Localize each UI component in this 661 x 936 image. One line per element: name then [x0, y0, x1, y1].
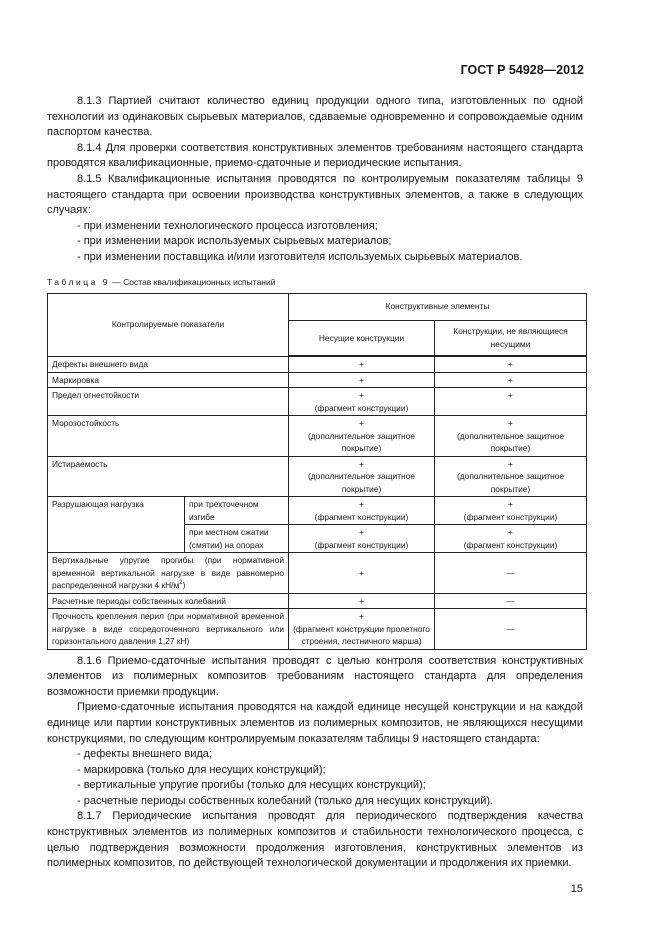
cell-note: (фрагмент конструкции) [463, 511, 558, 522]
cell-note: (дополнительное защитное покрытие) [307, 471, 415, 494]
cell-indicator: Морозостойкость [48, 416, 289, 457]
cell-col1 [289, 388, 435, 416]
cell-indicator: Предел огнестойкости [48, 388, 289, 416]
plus-mark: + [359, 611, 364, 622]
cell-col2: + [435, 372, 587, 388]
caption-text: — Состав квалификационных испытаний [109, 276, 276, 287]
plus-mark: + [508, 418, 513, 429]
cell-indicator: Прочность крепления перил (при нормативной временной нагрузке в виде сосредоточенного вертикального или горизонтального давления 1,27 кН) [48, 609, 289, 650]
paragraph: Приемо-сдаточные испытания проводятся на каждой единице несущей конструкции и на каждой единице или партии конструктивных элементов из полимерных композитов, не являющихся несущими конструкциями, по следующим контролируемым показателям таблицы 9 настоящего стандарта: [47, 701, 583, 745]
plus-mark: + [359, 418, 364, 429]
cell-col1 [289, 609, 435, 650]
paragraph: 8.1.6 Приемо-сдаточные испытания проводят с целью контроля соответствия конструктивных элементов из полимерных композитов требованиям настоящего стандарта для определения возможности приемки продукции. [47, 654, 583, 698]
cell-col2: — [435, 553, 587, 594]
table-9 [47, 293, 587, 650]
cell-indicator [48, 553, 289, 594]
header-col2: Конструкции, не являющиеся несущими [435, 320, 587, 356]
section-8-1-3-to-8-1-5 [47, 94, 583, 266]
document-header: ГОСТ Р 54928—2012 [460, 63, 584, 77]
list-item: - дефекты внешнего вида; [77, 748, 212, 761]
plus-mark: + [359, 499, 364, 510]
cell-col2 [435, 456, 587, 497]
indicator-tail: ) [182, 580, 186, 591]
cell-indicator: Дефекты внешнего вида [48, 356, 289, 372]
cell-note: (фрагмент конструкции) [314, 539, 409, 550]
header-col1: Несущие конструкции [289, 320, 435, 356]
paragraph: 8.1.4 Для проверки соответствия конструктивных элементов требованиям настоящего стандарта проводятся квалификационные, приемо-сдаточные и периодические испытания. [47, 141, 583, 170]
list-item: - маркировка (только для несущих конструкций); [77, 763, 326, 776]
cell-col2 [435, 525, 587, 553]
cell-subindicator: при местном сжатии (смятии) на опорах [185, 525, 289, 553]
cell-note: (фрагмент конструкции пролетного строения, лестничного марша) [293, 623, 430, 647]
cell-note: (дополнительное защитное покрытие) [457, 471, 565, 494]
plus-mark: + [359, 527, 364, 538]
paragraph: 8.1.5 Квалификационные испытания проводятся по контролируемым показателям таблицы 9 настоящего стандарта при освоении производства конструктивных элементов, а также в следующих случаях: [47, 172, 583, 217]
cell-col1 [289, 525, 435, 553]
table-row [48, 609, 587, 650]
table-row [48, 593, 587, 609]
cell-note: (дополнительное защитное покрытие) [457, 430, 565, 454]
plus-mark: + [508, 527, 513, 538]
cell-subindicator: при трехточечном изгибе [185, 497, 289, 525]
cell-note: (фрагмент конструкции) [314, 402, 409, 413]
table-row [48, 388, 587, 416]
section-8-1-6-8-1-7 [47, 654, 583, 872]
plus-mark: + [508, 458, 513, 469]
plus-mark: + [508, 499, 513, 510]
cell-col1: + [289, 553, 435, 594]
paragraph: 8.1.3 Партией считают количество единиц продукции одного типа, изготовленных по одной технологии из одинаковых сырьевых материалов, сдаваемые одновременно и сопровождаемые одним паспортом качества. [47, 95, 583, 139]
cell-note: (дополнительное защитное покрытие) [307, 430, 415, 454]
cell-col1: + [289, 593, 435, 609]
table-row [48, 372, 587, 388]
superscript: 2 [179, 580, 183, 587]
cell-col1 [289, 416, 435, 457]
cell-col1: + [289, 356, 435, 372]
table-row [48, 553, 587, 594]
list-item: - вертикальные упругие прогибы (только для несущих конструкций); [77, 779, 426, 792]
list-item: - расчетные периоды собственных колебаний (только для несущих конструкций). [77, 794, 494, 807]
cell-col1 [289, 497, 435, 525]
cell-col2 [435, 416, 587, 457]
cell-indicator: Разрушающая нагрузка [48, 497, 185, 553]
list-item: - при изменении поставщика и/или изготовителя используемых сырьевых материалов. [77, 250, 523, 263]
cell-indicator: Маркировка [48, 372, 289, 388]
cell-col1 [289, 456, 435, 497]
paragraph: 8.1.7 Периодические испытания проводят для периодического подтверждения качества конструктивных элементов из полимерных композитов и стабильности технологического процесса, с целью подтверждения возможности продолжения изготовления, конструктивных элементов из полимерных композитов, по действующей технологической документации и продолжения их приемки. [47, 810, 583, 870]
cell-indicator: Расчетные периоды собственных колебаний [48, 593, 289, 609]
table-caption [47, 276, 584, 288]
table-row [48, 356, 587, 372]
cell-col1: + [289, 372, 435, 388]
cell-note: (фрагмент конструкции) [463, 539, 558, 550]
list-item: - при изменении марок используемых сырьевых материалов; [77, 235, 392, 248]
plus-mark: + [359, 458, 364, 469]
cell-note: (фрагмент конструкции) [314, 511, 409, 522]
table-row [48, 456, 587, 497]
caption-label: Таблица 9 [47, 276, 110, 287]
cell-col2: + [435, 388, 587, 416]
indicator-text: Вертикальные упругие прогибы (при нормативной временной вертикальной нагрузке в виде равномерно распределенной нагрузки 4 кН/м [52, 555, 284, 591]
plus-mark: + [359, 390, 364, 401]
cell-col2: + [435, 356, 587, 372]
cell-indicator: Истираемость [48, 456, 289, 497]
list-item: - при изменении технологического процесса изготовления; [77, 219, 378, 232]
header-indicators: Контролируемые показатели [48, 293, 289, 356]
cell-col2: — [435, 593, 587, 609]
cell-col2: — [435, 609, 587, 650]
page-number: 15 [570, 882, 583, 895]
table-row [48, 416, 587, 457]
cell-col2 [435, 497, 587, 525]
table-row [48, 497, 587, 525]
header-group: Конструктивные элементы [289, 293, 587, 320]
